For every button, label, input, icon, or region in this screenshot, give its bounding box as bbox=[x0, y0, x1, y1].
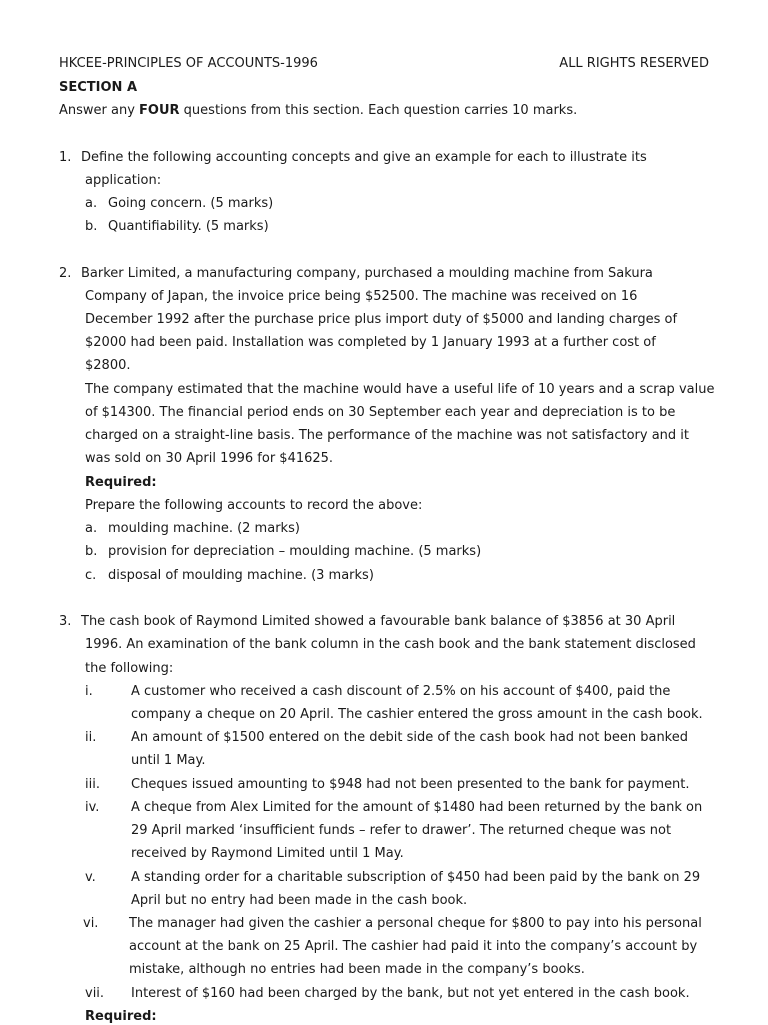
question-text: December 1992 after the purchase price plus import duty of $5000 and landing charges of bbox=[85, 312, 678, 327]
item-text: A cheque from Alex Limited for the amount of $1480 had been returned by the bank on bbox=[131, 800, 703, 815]
part-label: c. bbox=[85, 568, 97, 583]
item-label: iv. bbox=[85, 800, 100, 815]
part-text: Quantifiability. (5 marks) bbox=[108, 219, 269, 234]
item-text: Interest of $160 had been charged by the bank, but not yet entered in the cash book. bbox=[131, 986, 690, 1001]
item-text: 29 April marked ‘insufficient funds – refer to drawer’. The returned cheque was not bbox=[131, 823, 672, 838]
part-label: a. bbox=[85, 521, 98, 536]
item-text: received by Raymond Limited until 1 May. bbox=[131, 846, 404, 861]
exam-title: HKCEE-PRINCIPLES OF ACCOUNTS-1996 bbox=[59, 56, 318, 71]
item-text: A customer who received a cash discount of 2.5% on his account of $400, paid the bbox=[131, 684, 671, 699]
question-text: application: bbox=[85, 173, 162, 188]
item-text: until 1 May. bbox=[131, 753, 206, 768]
question-text: Define the following accounting concepts and give an example for each to illustrate its bbox=[81, 150, 647, 165]
question-number: 2. bbox=[59, 266, 72, 281]
section-title: SECTION A bbox=[59, 80, 138, 95]
question-text: The company estimated that the machine would have a useful life of 10 years and a scrap value bbox=[85, 382, 715, 397]
part-text: disposal of moulding machine. (3 marks) bbox=[108, 568, 374, 583]
question-text: Company of Japan, the invoice price being $52500. The machine was received on 16 bbox=[85, 289, 638, 304]
item-text: April but no entry had been made in the cash book. bbox=[131, 893, 468, 908]
required-heading: Required: bbox=[85, 1009, 157, 1024]
question-text: $2800. bbox=[85, 358, 131, 373]
question-text: 1996. An examination of the bank column in the cash book and the bank statement disclosed bbox=[85, 637, 696, 652]
page-header bbox=[59, 56, 709, 72]
item-text: A standing order for a charitable subscription of $450 had been paid by the bank on 29 bbox=[131, 870, 701, 885]
part-label: a. bbox=[85, 196, 98, 211]
part-text: moulding machine. (2 marks) bbox=[108, 521, 300, 536]
item-text: An amount of $1500 entered on the debit side of the cash book had not been banked bbox=[131, 730, 688, 745]
instructions: Answer any FOUR questions from this section. Each question carries 10 marks. bbox=[59, 103, 578, 118]
item-label: iii. bbox=[85, 777, 100, 792]
item-label: vi. bbox=[83, 916, 99, 931]
question-text: was sold on 30 April 1996 for $41625. bbox=[85, 451, 334, 466]
question-number: 3. bbox=[59, 614, 72, 629]
required-heading: Required: bbox=[85, 475, 157, 490]
question-text: $2000 had been paid. Installation was completed by 1 January 1993 at a further cost of bbox=[85, 335, 656, 350]
part-label: b. bbox=[85, 544, 98, 559]
item-label: v. bbox=[85, 870, 96, 885]
item-text: mistake, although no entries had been made in the company’s books. bbox=[129, 962, 585, 977]
question-text: Barker Limited, a manufacturing company, purchased a moulding machine from Sakura bbox=[81, 266, 653, 281]
question-text: charged on a straight-line basis. The performance of the machine was not satisfactory and it bbox=[85, 428, 690, 443]
question-text: Prepare the following accounts to record the above: bbox=[85, 498, 423, 513]
part-text: provision for depreciation – moulding machine. (5 marks) bbox=[108, 544, 482, 559]
part-text: Going concern. (5 marks) bbox=[108, 196, 274, 211]
item-text: Cheques issued amounting to $948 had not been presented to the bank for payment. bbox=[131, 777, 690, 792]
item-text: account at the bank on 25 April. The cashier had paid it into the company’s account by bbox=[129, 939, 698, 954]
question-number: 1. bbox=[59, 150, 72, 165]
item-label: i. bbox=[85, 684, 93, 699]
question-text: the following: bbox=[85, 661, 174, 676]
question-text: The cash book of Raymond Limited showed a favourable bank balance of $3856 at 30 April bbox=[81, 614, 676, 629]
question-text: of $14300. The financial period ends on 30 September each year and depreciation is to be bbox=[85, 405, 676, 420]
item-text: The manager had given the cashier a personal cheque for $800 to pay into his personal bbox=[129, 916, 702, 931]
item-label: ii. bbox=[85, 730, 97, 745]
copyright-notice: ALL RIGHTS RESERVED bbox=[559, 56, 709, 71]
item-label: vii. bbox=[85, 986, 105, 1001]
part-label: b. bbox=[85, 219, 98, 234]
item-text: company a cheque on 20 April. The cashier entered the gross amount in the cash book. bbox=[131, 707, 703, 722]
